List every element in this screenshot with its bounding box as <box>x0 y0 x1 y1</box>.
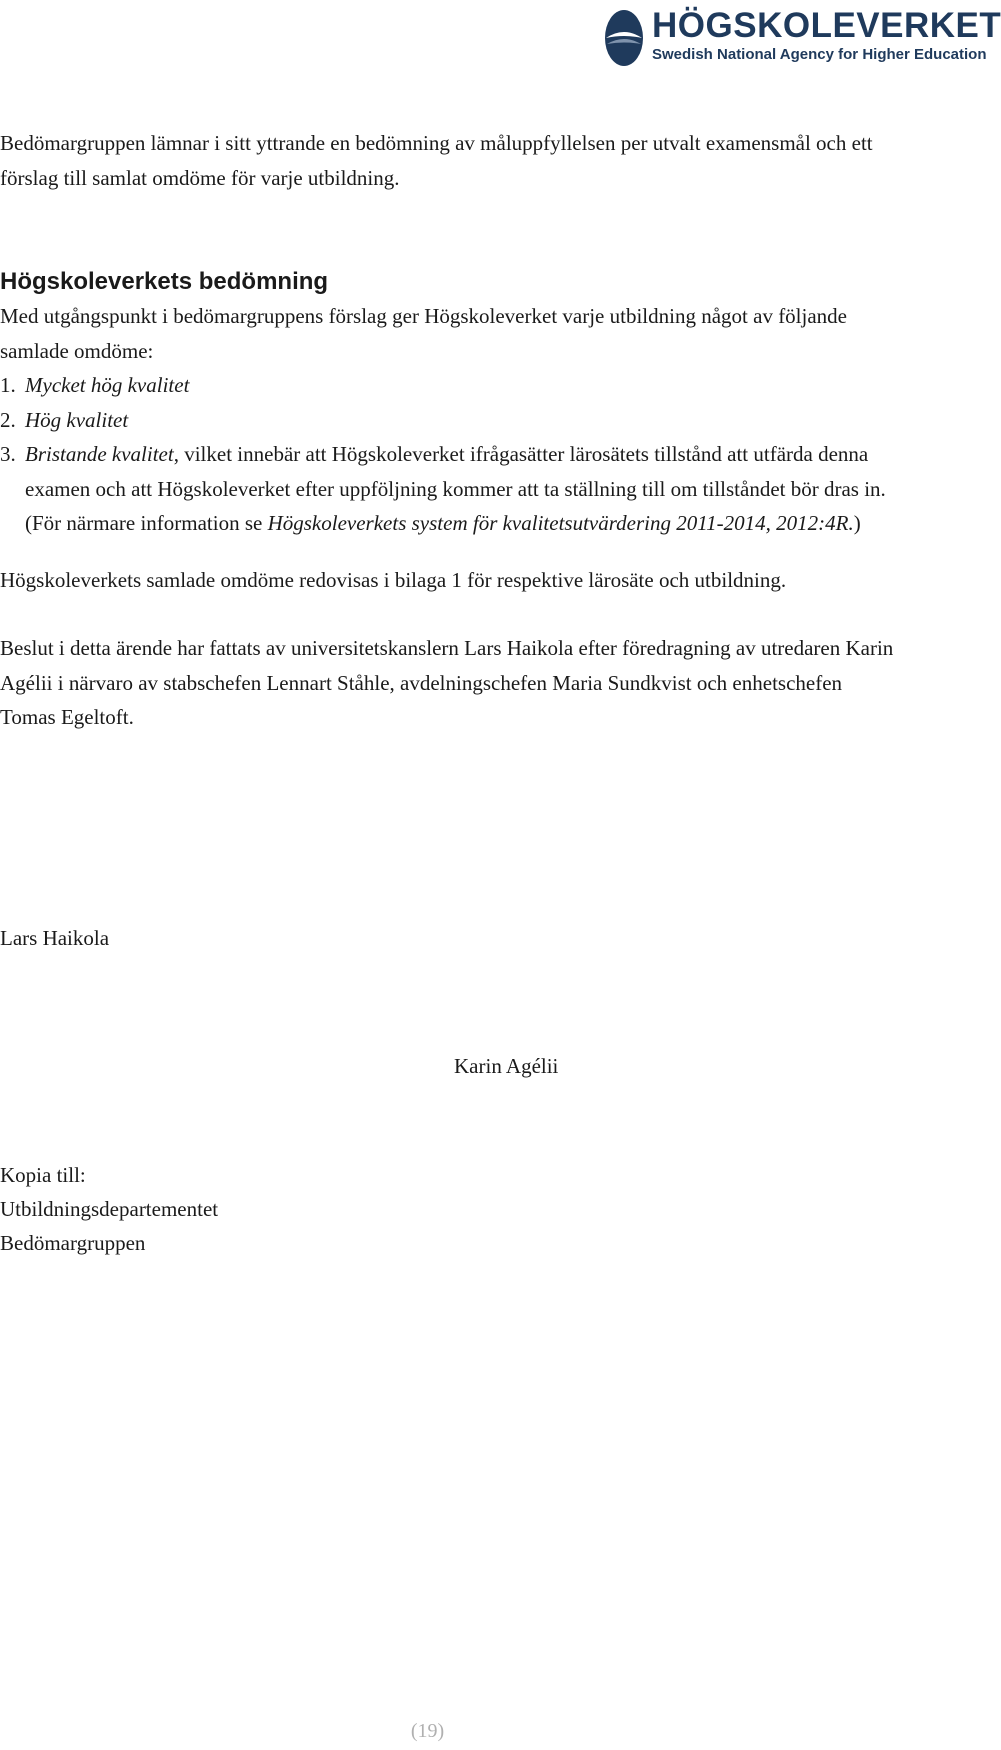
list-item-title: Bristande kvalitet <box>25 442 174 466</box>
list-item-text: , vilket innebär att Högskoleverket ifrågasätter lärosätets tillstånd att utfärda denna examen och att Högskoleverket efter uppföljning kommer att ta ställning till om tillståndet bör dras in. (För närmare information se <box>25 442 886 535</box>
copies-block <box>0 1158 218 1260</box>
rating-list <box>0 368 900 541</box>
list-number: 3. <box>0 442 16 466</box>
section-heading: Högskoleverkets bedömning <box>0 268 329 295</box>
hogskoleverket-logo <box>604 6 1001 70</box>
list-item <box>0 437 900 541</box>
document-body <box>0 126 900 735</box>
copies-label: Kopia till: <box>0 1163 86 1187</box>
decision-paragraph: Beslut i detta ärende har fattats av universitetskanslern Lars Haikola efter föredragning av utredaren Karin Agélii i närvaro av stabschefen Lennart Ståhle, avdelningschefen Maria Sundkvist och enhetschefen Tomas Egeltoft. <box>0 636 894 729</box>
intro-paragraph: Bedömargruppen lämnar i sitt yttrande en bedömning av måluppfyllelsen per utvalt examensmål och ett förslag till samlat omdöme för varje utbildning. <box>0 131 873 190</box>
signature-first: Lars Haikola <box>0 926 110 950</box>
list-item <box>0 368 900 403</box>
signature-second: Karin Agélii <box>454 1054 559 1078</box>
logo-emblem-icon <box>604 8 644 68</box>
list-item-title: Mycket hög kvalitet <box>25 373 190 397</box>
page-number: (19) <box>410 1720 445 1742</box>
logo-name: HÖGSKOLEVERKET <box>652 6 1001 45</box>
reference-title: Högskoleverkets system för kvalitetsutvärdering 2011-2014, 2012:4R. <box>267 511 854 535</box>
summary-paragraph: Högskoleverkets samlade omdöme redovisas i bilaga 1 för respektive lärosäte och utbildning. <box>0 567 787 592</box>
logo-tagline: Swedish National Agency for Higher Education <box>652 46 987 63</box>
list-item <box>0 403 900 438</box>
list-item-title: Hög kvalitet <box>25 407 129 432</box>
list-number: 1. <box>0 373 16 397</box>
list-item-end: ) <box>853 511 861 535</box>
copy-recipient: Bedömargruppen <box>0 1231 146 1255</box>
copy-recipient: Utbildningsdepartementet <box>0 1197 219 1221</box>
section-lead: Med utgångspunkt i bedömargruppens förslag ger Högskoleverket varje utbildning något av följande samlade omdöme: <box>0 304 847 363</box>
list-number: 2. <box>0 407 16 432</box>
